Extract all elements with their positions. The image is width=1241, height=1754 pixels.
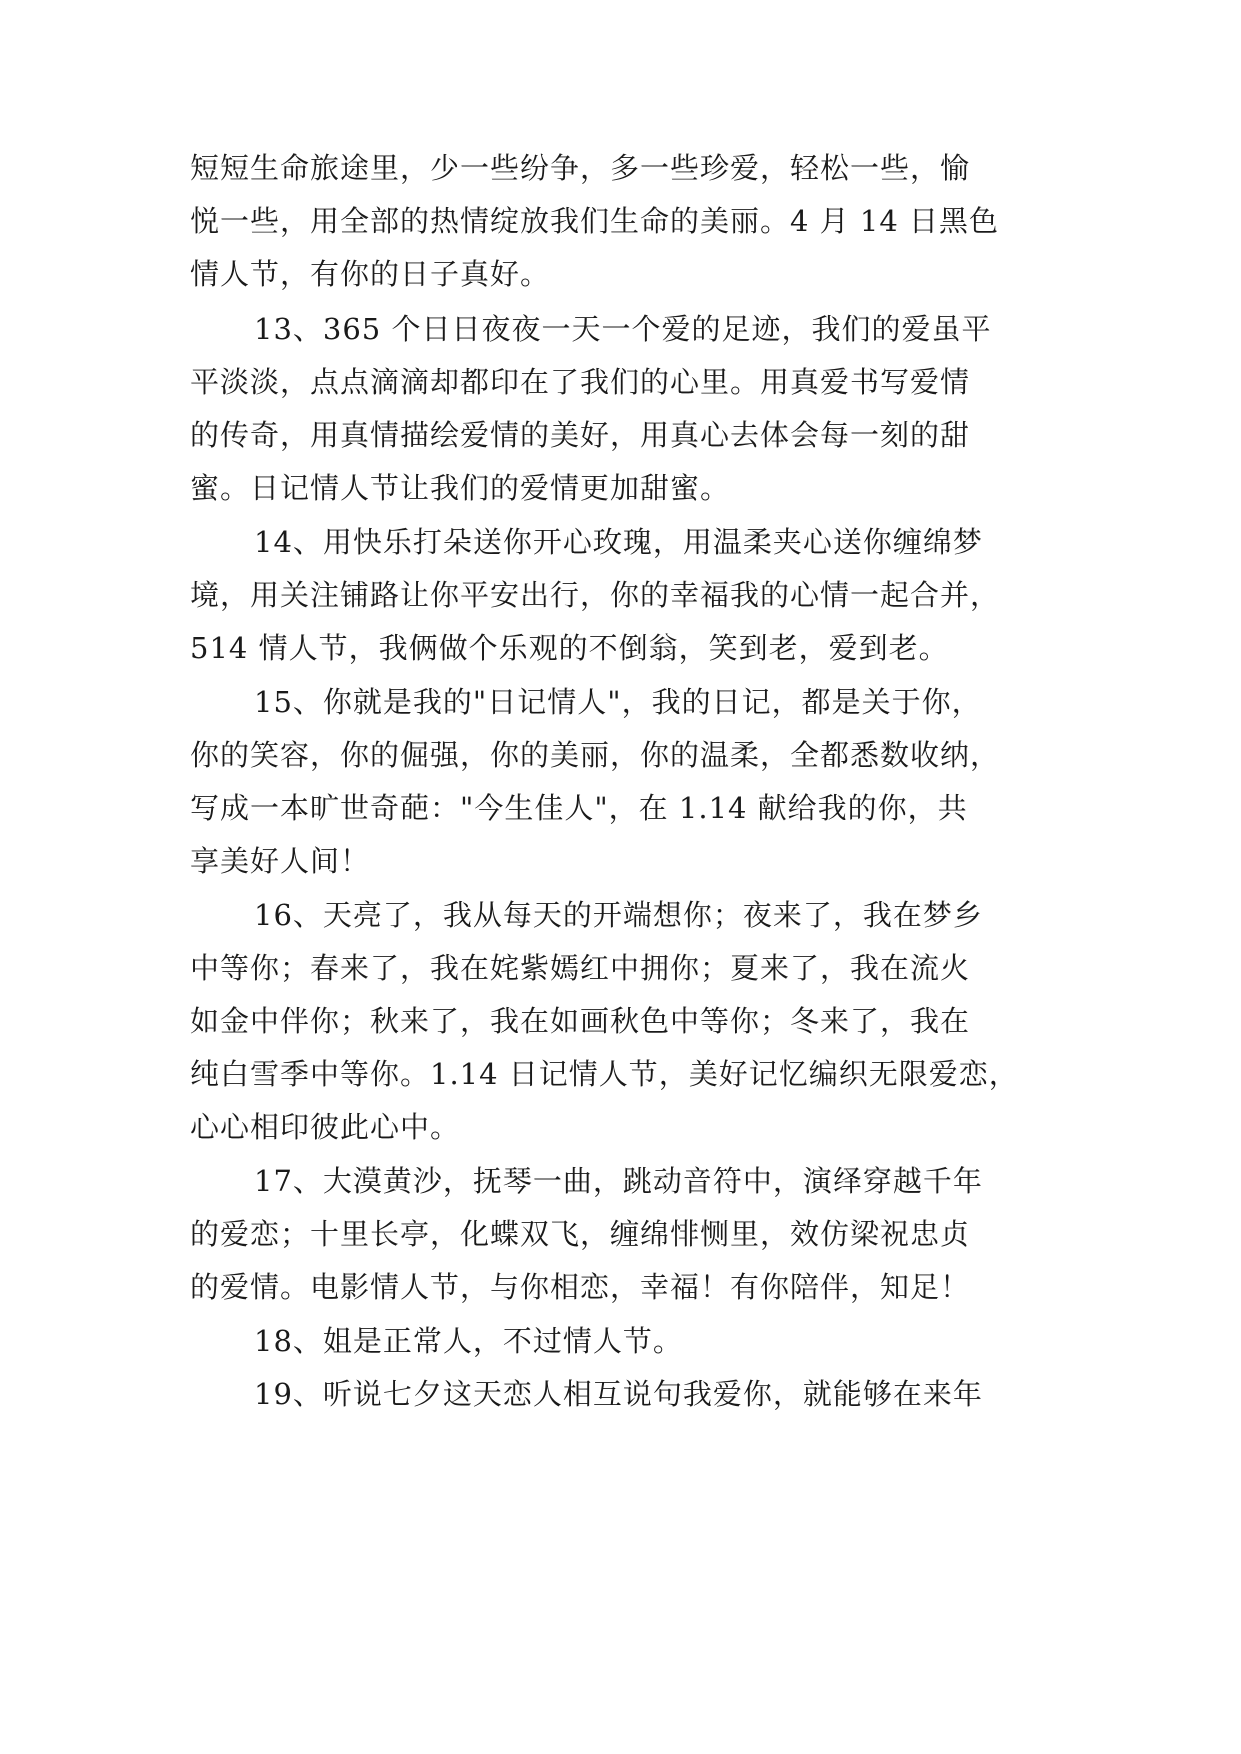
text-line: 的传奇，用真情描绘爱情的美好，用真心去体会每一刻的甜 [190,418,971,452]
text-line: 心心相印彼此心中。 [190,1110,461,1144]
text-line: 享美好人间！ [190,844,371,878]
text-line: 情人节，有你的日子真好。 [190,257,551,291]
text-line: 境，用关注铺路让你平安出行，你的幸福我的心情一起合并， [190,578,1001,612]
text-line: 514 情人节，我俩做个乐观的不倒翁，笑到老，爱到老。 [190,631,949,665]
text-line: 写成一本旷世奇葩："今生佳人"，在 1.14 献给我的你，共 [190,791,968,825]
paragraph-13-first-line: 13、365 个日日夜夜一天一个爱的足迹，我们的爱虽平 [254,312,992,346]
text-line: 悦一些，用全部的热情绽放我们生命的美丽。4 月 14 日黑色 [190,204,1000,238]
text-line: 纯白雪季中等你。1.14 日记情人节，美好记忆编织无限爱恋， [190,1057,1019,1091]
paragraph-17-first-line: 17、大漠黄沙，抚琴一曲，跳动音符中，演绎穿越千年 [254,1164,983,1198]
paragraph-19-first-line: 19、听说七夕这天恋人相互说句我爱你，就能够在来年 [254,1377,983,1411]
text-line: 如金中伴你；秋来了，我在如画秋色中等你；冬来了，我在 [190,1004,971,1038]
text-line: 平淡淡，点点滴滴却都印在了我们的心里。用真爱书写爱情 [190,365,971,399]
text-line: 短短生命旅途里，少一些纷争，多一些珍爱，轻松一些，愉 [190,151,971,185]
paragraph-15-first-line: 15、你就是我的"日记情人"，我的日记，都是关于你， [254,685,982,719]
text-line: 的爱恋；十里长亭，化蝶双飞，缠绵悱恻里，效仿梁祝忠贞 [190,1217,971,1251]
text-line: 你的笑容，你的倔强，你的美丽，你的温柔，全都悉数收纳， [190,738,1001,772]
text-line: 中等你；春来了，我在姹紫嫣红中拥你；夏来了，我在流火 [190,951,971,985]
text-line: 蜜。日记情人节让我们的爱情更加甜蜜。 [190,471,731,505]
paragraph-14-first-line: 14、用快乐打朵送你开心玫瑰，用温柔夹心送你缠绵梦 [254,525,983,559]
text-line: 的爱情。电影情人节，与你相恋，幸福！有你陪伴，知足！ [190,1270,971,1304]
paragraph-16-first-line: 16、天亮了，我从每天的开端想你；夜来了，我在梦乡 [254,898,983,932]
paragraph-18-line: 18、姐是正常人，不过情人节。 [254,1324,683,1358]
